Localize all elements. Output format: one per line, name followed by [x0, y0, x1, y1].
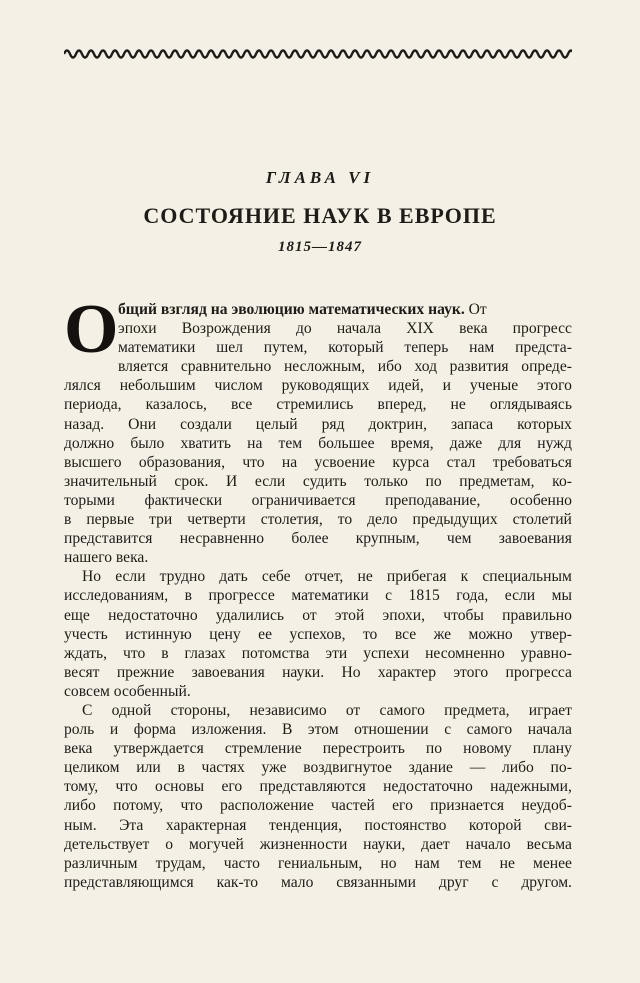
- text-line: значительный срок. И если судить только по предметам, ко-: [64, 472, 572, 490]
- text-line: весят прежние завоевания науки. Но характер этого прогресса: [64, 663, 572, 681]
- drop-cap: О: [64, 291, 119, 368]
- text-line: вляется сравнительно несложным, ибо ход развития опреде-: [118, 358, 572, 376]
- text-line: исследованиям, в прогрессе математики с 1815 года, если мы: [64, 587, 572, 605]
- lead-in-rest: От: [464, 301, 487, 318]
- paragraph-3: [64, 701, 572, 892]
- text-line: совсем особенный.: [64, 682, 191, 700]
- text-line: С одной стороны, независимо от самого предмета, играет: [82, 701, 572, 719]
- text-line: ждать, что в глазах потомства эти успехи несомненно уравно-: [64, 644, 572, 662]
- text-line: ным. Эта характерная тенденция, постоянство которой сви-: [64, 816, 572, 834]
- text-line: роль и форма изложения. В этом отношении с самого начала: [64, 721, 572, 739]
- text-line: эпохи Возрождения до начала XIX века прогресс: [118, 320, 572, 338]
- text-line: представляющимся как-то мало связанными друг с другом.: [64, 873, 572, 891]
- chapter-years: 1815—1847: [278, 239, 362, 255]
- text-line: Но если трудно дать себе отчет, не прибегая к специальным: [82, 568, 572, 586]
- paragraph-1: [64, 291, 572, 567]
- text-line: нашего века.: [64, 549, 149, 567]
- decorative-rule: [64, 44, 572, 64]
- text-line: периода, казалось, все стремились вперед, не оглядываясь: [64, 396, 572, 414]
- text-line: либо потому, что расположение частей его признается неудоб-: [64, 797, 572, 815]
- text-line: в первые три четверти столетия, то дело предыдущих столетий: [64, 511, 572, 529]
- chapter-number: ГЛАВА VI: [265, 168, 375, 187]
- text-line: высшего образования, что на усвоение курса стал требоваться: [64, 453, 572, 471]
- text-line: торыми фактически ограничивается преподавание, особенно: [64, 491, 572, 509]
- text-line: целиком или в частях уже воздвигнутое здание — либо по-: [64, 759, 572, 777]
- text-line: учесть истинную цену ее успехов, то все же можно утвер-: [64, 625, 572, 643]
- text-line: математики шел путем, который теперь нам предста-: [118, 339, 572, 357]
- text-line: века утверждается стремление перестроить по новому плану: [64, 740, 572, 758]
- lead-in-phrase: бщий взгляд на эволюцию математических наук.: [118, 301, 465, 318]
- text-line: [118, 300, 572, 319]
- chapter-title: СОСТОЯНИЕ НАУК В ЕВРОПЕ: [143, 203, 497, 228]
- text-line: назад. Они создали целый ряд доктрин, запаса которых: [64, 415, 572, 433]
- text-line: различным трудам, часто гениальным, но нам тем не менее: [64, 854, 572, 872]
- paragraph-2: [64, 567, 572, 701]
- text-line: детельствует о могучей жизненности науки, дает начало весьма: [64, 835, 572, 853]
- chapter-text: [64, 291, 572, 892]
- text-line: тому, что основы его представляются недостаточно надежными,: [64, 778, 572, 796]
- text-line: представится несравненно более крупным, чем завоевания: [64, 530, 572, 548]
- text-line: еще недостаточно удалились от этой эпохи, чтобы правильно: [64, 606, 572, 624]
- text-line: лялся небольшим числом руководящих идей, и ученые этого: [64, 377, 572, 395]
- text-line: должно было хватить на тем большее время, даже для нужд: [64, 434, 572, 452]
